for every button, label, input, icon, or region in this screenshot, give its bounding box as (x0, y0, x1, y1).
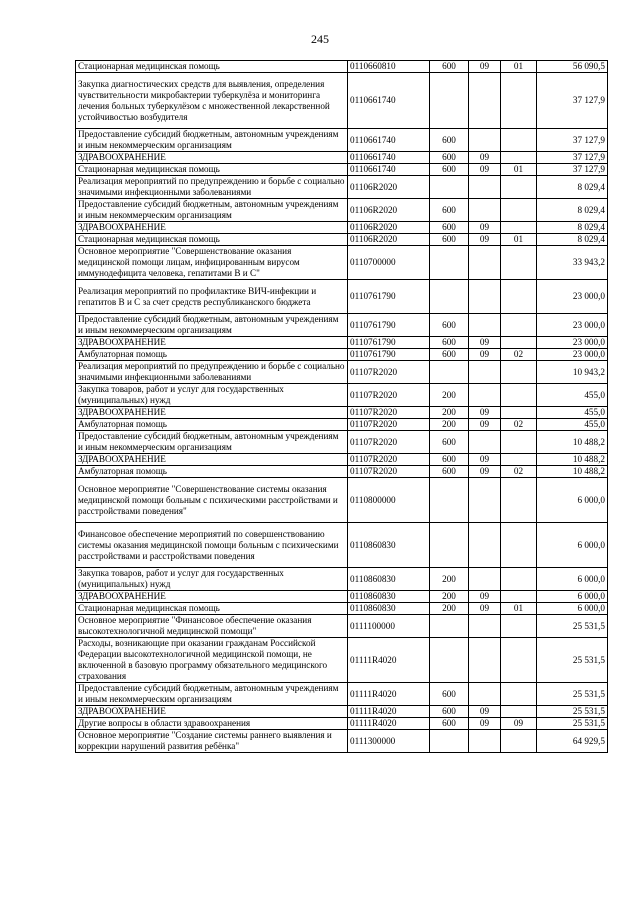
cell-pr (501, 591, 537, 603)
cell-rz: 09 (469, 706, 501, 718)
cell-name: Закупка товаров, работ и услуг для государственных (муниципальных) нужд (76, 568, 348, 591)
cell-name: Основное мероприятие "Финансовое обеспечение оказания высокотехнологичной медицинской помощи" (76, 615, 348, 638)
cell-code: 01111R4020 (348, 683, 430, 706)
cell-name: ЗДРАВООХРАНЕНИЕ (76, 222, 348, 234)
cell-name: Амбулаторная помощь (76, 466, 348, 478)
cell-name: Предоставление субсидий бюджетным, автономным учреждениям и иным некоммерческим организациям (76, 129, 348, 152)
table-row (76, 361, 608, 384)
cell-code: 01111R4020 (348, 706, 430, 718)
cell-name: Стационарная медицинская помощь (76, 603, 348, 615)
table-row (76, 466, 608, 478)
table-row (76, 706, 608, 718)
cell-rz (469, 73, 501, 129)
cell-sum: 6 000,0 (537, 603, 608, 615)
cell-sum: 37 127,9 (537, 152, 608, 164)
cell-pr (501, 73, 537, 129)
cell-rz (469, 431, 501, 454)
cell-code: 0110860830 (348, 603, 430, 615)
cell-code: 0110660810 (348, 61, 430, 73)
cell-sum: 25 531,5 (537, 706, 608, 718)
cell-rz: 09 (469, 466, 501, 478)
cell-pr: 02 (501, 466, 537, 478)
cell-code: 01107R2020 (348, 431, 430, 454)
cell-sum: 37 127,9 (537, 164, 608, 176)
cell-vr (430, 730, 469, 753)
cell-pr: 09 (501, 718, 537, 730)
cell-name: Расходы, возникающие при оказании гражданам Российской Федерации высокотехнологичной медицинской помощи, не включенной в базовую программу обязательного медицинского страхования (76, 638, 348, 683)
cell-rz (469, 246, 501, 280)
cell-name: Основное мероприятие "Создание системы раннего выявления и коррекции нарушений развития ребёнка" (76, 730, 348, 753)
cell-name: Предоставление субсидий бюджетным, автономным учреждениям и иным некоммерческим организациям (76, 431, 348, 454)
cell-pr (501, 706, 537, 718)
cell-code: 01111R4020 (348, 638, 430, 683)
cell-sum: 25 531,5 (537, 638, 608, 683)
cell-pr (501, 129, 537, 152)
cell-vr: 600 (430, 222, 469, 234)
cell-sum: 6 000,0 (537, 591, 608, 603)
cell-pr (501, 615, 537, 638)
table-row (76, 683, 608, 706)
cell-vr: 200 (430, 384, 469, 407)
cell-name: Стационарная медицинская помощь (76, 164, 348, 176)
cell-rz (469, 199, 501, 222)
cell-rz: 09 (469, 419, 501, 431)
cell-code: 0110761790 (348, 337, 430, 349)
cell-vr (430, 615, 469, 638)
cell-name: ЗДРАВООХРАНЕНИЕ (76, 706, 348, 718)
cell-name: Предоставление субсидий бюджетным, автономным учреждениям и иным некоммерческим организациям (76, 683, 348, 706)
cell-sum: 23 000,0 (537, 349, 608, 361)
cell-rz: 09 (469, 234, 501, 246)
cell-code: 01107R2020 (348, 419, 430, 431)
cell-sum: 8 029,4 (537, 176, 608, 199)
cell-pr: 02 (501, 349, 537, 361)
cell-rz: 09 (469, 718, 501, 730)
table-row (76, 280, 608, 314)
cell-code: 01106R2020 (348, 222, 430, 234)
budget-table (75, 60, 608, 753)
table-row (76, 314, 608, 337)
cell-name: ЗДРАВООХРАНЕНИЕ (76, 152, 348, 164)
table-row (76, 407, 608, 419)
cell-vr: 200 (430, 419, 469, 431)
cell-name: Предоставление субсидий бюджетным, автономным учреждениям и иным некоммерческим организациям (76, 199, 348, 222)
cell-pr: 01 (501, 603, 537, 615)
table-row (76, 454, 608, 466)
cell-vr (430, 280, 469, 314)
cell-rz (469, 683, 501, 706)
cell-sum: 10 943,2 (537, 361, 608, 384)
table-row (76, 337, 608, 349)
cell-name: Закупка товаров, работ и услуг для государственных (муниципальных) нужд (76, 384, 348, 407)
cell-code: 01107R2020 (348, 466, 430, 478)
table-row (76, 222, 608, 234)
table-row (76, 615, 608, 638)
cell-sum: 25 531,5 (537, 615, 608, 638)
cell-pr (501, 407, 537, 419)
cell-vr: 600 (430, 199, 469, 222)
cell-name: Финансовое обеспечение мероприятий по совершенствованию системы оказания медицинской помощи больным с психическими расстройствами и расстройствами поведения (76, 523, 348, 568)
cell-sum: 10 488,2 (537, 454, 608, 466)
table-row (76, 73, 608, 129)
cell-code: 0110860830 (348, 591, 430, 603)
cell-sum: 37 127,9 (537, 73, 608, 129)
cell-vr: 200 (430, 407, 469, 419)
cell-vr (430, 246, 469, 280)
table-row (76, 718, 608, 730)
cell-name: Амбулаторная помощь (76, 349, 348, 361)
cell-rz: 09 (469, 349, 501, 361)
cell-rz (469, 523, 501, 568)
cell-pr (501, 361, 537, 384)
cell-rz: 09 (469, 407, 501, 419)
cell-pr (501, 314, 537, 337)
cell-vr (430, 361, 469, 384)
table-row (76, 199, 608, 222)
cell-rz: 09 (469, 603, 501, 615)
cell-rz (469, 478, 501, 523)
cell-sum: 10 488,2 (537, 431, 608, 454)
cell-code: 0110761790 (348, 280, 430, 314)
cell-rz (469, 176, 501, 199)
cell-sum: 33 943,2 (537, 246, 608, 280)
cell-name: Основное мероприятие "Совершенствование системы оказания медицинской помощи больным с психическими расстройствами и расстройствами поведения" (76, 478, 348, 523)
cell-pr: 01 (501, 164, 537, 176)
cell-vr (430, 176, 469, 199)
cell-name: Стационарная медицинская помощь (76, 234, 348, 246)
cell-code: 01107R2020 (348, 384, 430, 407)
cell-vr: 600 (430, 706, 469, 718)
cell-vr: 600 (430, 164, 469, 176)
table-row (76, 176, 608, 199)
cell-pr (501, 431, 537, 454)
cell-vr: 200 (430, 591, 469, 603)
cell-rz (469, 314, 501, 337)
cell-sum: 6 000,0 (537, 523, 608, 568)
cell-name: Реализация мероприятий по профилактике ВИЧ-инфекции и гепатитов В и С за счет средств республиканского бюджета (76, 280, 348, 314)
cell-rz (469, 280, 501, 314)
cell-sum: 64 929,5 (537, 730, 608, 753)
cell-code: 0110661740 (348, 164, 430, 176)
cell-vr: 600 (430, 683, 469, 706)
cell-pr (501, 568, 537, 591)
cell-rz (469, 638, 501, 683)
table-row (76, 384, 608, 407)
cell-code: 01106R2020 (348, 199, 430, 222)
cell-rz: 09 (469, 152, 501, 164)
cell-pr: 01 (501, 234, 537, 246)
cell-code: 0110800000 (348, 478, 430, 523)
cell-vr: 600 (430, 152, 469, 164)
cell-sum: 455,0 (537, 407, 608, 419)
cell-name: Реализация мероприятий по предупреждению и борьбе с социально значимыми инфекционными заболеваниями (76, 361, 348, 384)
cell-sum: 25 531,5 (537, 718, 608, 730)
table-row (76, 730, 608, 753)
cell-sum: 8 029,4 (537, 222, 608, 234)
cell-code: 0110761790 (348, 314, 430, 337)
table-row (76, 152, 608, 164)
cell-rz (469, 384, 501, 407)
cell-sum: 6 000,0 (537, 568, 608, 591)
cell-code: 0110860830 (348, 568, 430, 591)
cell-code: 0110661740 (348, 73, 430, 129)
cell-sum: 23 000,0 (537, 337, 608, 349)
table-row (76, 61, 608, 73)
table-row (76, 349, 608, 361)
cell-sum: 23 000,0 (537, 280, 608, 314)
cell-vr: 600 (430, 466, 469, 478)
cell-pr (501, 384, 537, 407)
cell-sum: 6 000,0 (537, 478, 608, 523)
cell-rz (469, 615, 501, 638)
cell-pr (501, 246, 537, 280)
cell-vr (430, 478, 469, 523)
cell-code: 01107R2020 (348, 454, 430, 466)
cell-code: 01106R2020 (348, 234, 430, 246)
cell-rz: 09 (469, 61, 501, 73)
cell-rz (469, 568, 501, 591)
cell-vr: 600 (430, 234, 469, 246)
cell-name: Реализация мероприятий по предупреждению и борьбе с социально значимыми инфекционными заболеваниями (76, 176, 348, 199)
cell-pr (501, 523, 537, 568)
cell-pr (501, 337, 537, 349)
cell-name: ЗДРАВООХРАНЕНИЕ (76, 407, 348, 419)
cell-pr: 02 (501, 419, 537, 431)
cell-pr (501, 199, 537, 222)
cell-sum: 10 488,2 (537, 466, 608, 478)
cell-rz: 09 (469, 222, 501, 234)
cell-pr (501, 683, 537, 706)
cell-code: 0110860830 (348, 523, 430, 568)
cell-code: 01107R2020 (348, 361, 430, 384)
cell-sum: 8 029,4 (537, 199, 608, 222)
cell-rz: 09 (469, 164, 501, 176)
cell-pr (501, 454, 537, 466)
cell-name: Стационарная медицинская помощь (76, 61, 348, 73)
cell-name: ЗДРАВООХРАНЕНИЕ (76, 337, 348, 349)
table-row (76, 164, 608, 176)
cell-sum: 8 029,4 (537, 234, 608, 246)
table-row (76, 246, 608, 280)
budget-table-body (76, 61, 608, 753)
cell-pr (501, 478, 537, 523)
cell-code: 0110661740 (348, 152, 430, 164)
cell-vr (430, 523, 469, 568)
page-number: 245 (311, 32, 329, 46)
cell-pr (501, 280, 537, 314)
cell-sum: 455,0 (537, 419, 608, 431)
cell-code: 0110761790 (348, 349, 430, 361)
cell-name: ЗДРАВООХРАНЕНИЕ (76, 454, 348, 466)
table-row (76, 591, 608, 603)
table-row (76, 478, 608, 523)
cell-vr: 200 (430, 603, 469, 615)
cell-rz (469, 129, 501, 152)
table-row (76, 638, 608, 683)
cell-vr: 600 (430, 454, 469, 466)
cell-rz: 09 (469, 337, 501, 349)
cell-name: Основное мероприятие "Совершенствование оказания медицинской помощи лицам, инфицированным вирусом иммунодефицита человека, гепатитами В и С" (76, 246, 348, 280)
cell-vr: 600 (430, 61, 469, 73)
cell-vr: 200 (430, 568, 469, 591)
cell-code: 01107R2020 (348, 407, 430, 419)
cell-vr: 600 (430, 314, 469, 337)
cell-code: 0111100000 (348, 615, 430, 638)
cell-pr (501, 638, 537, 683)
table-row (76, 568, 608, 591)
cell-sum: 37 127,9 (537, 129, 608, 152)
cell-vr: 600 (430, 337, 469, 349)
cell-code: 01106R2020 (348, 176, 430, 199)
cell-pr (501, 222, 537, 234)
table-row (76, 234, 608, 246)
table-row (76, 523, 608, 568)
cell-code: 0110700000 (348, 246, 430, 280)
cell-vr: 600 (430, 718, 469, 730)
cell-pr (501, 152, 537, 164)
cell-vr: 600 (430, 129, 469, 152)
cell-code: 0110661740 (348, 129, 430, 152)
cell-rz (469, 361, 501, 384)
cell-vr: 600 (430, 349, 469, 361)
cell-sum: 23 000,0 (537, 314, 608, 337)
table-row (76, 431, 608, 454)
cell-pr (501, 176, 537, 199)
cell-pr: 01 (501, 61, 537, 73)
table-row (76, 603, 608, 615)
cell-vr (430, 638, 469, 683)
cell-rz: 09 (469, 454, 501, 466)
cell-vr: 600 (430, 431, 469, 454)
cell-pr (501, 730, 537, 753)
cell-sum: 455,0 (537, 384, 608, 407)
cell-code: 0111300000 (348, 730, 430, 753)
cell-name: Предоставление субсидий бюджетным, автономным учреждениям и иным некоммерческим организациям (76, 314, 348, 337)
cell-name: Другие вопросы в области здравоохранения (76, 718, 348, 730)
cell-name: ЗДРАВООХРАНЕНИЕ (76, 591, 348, 603)
cell-vr (430, 73, 469, 129)
cell-code: 01111R4020 (348, 718, 430, 730)
cell-rz (469, 730, 501, 753)
cell-name: Амбулаторная помощь (76, 419, 348, 431)
cell-sum: 25 531,5 (537, 683, 608, 706)
cell-rz: 09 (469, 591, 501, 603)
table-row (76, 419, 608, 431)
cell-sum: 56 090,5 (537, 61, 608, 73)
cell-name: Закупка диагностических средств для выявления, определения чувствительности микробактерии туберкулёза и мониторинга лечения больных туберкулёзом с множественной лекарственной устойчивостью возбудителя (76, 73, 348, 129)
table-row (76, 129, 608, 152)
